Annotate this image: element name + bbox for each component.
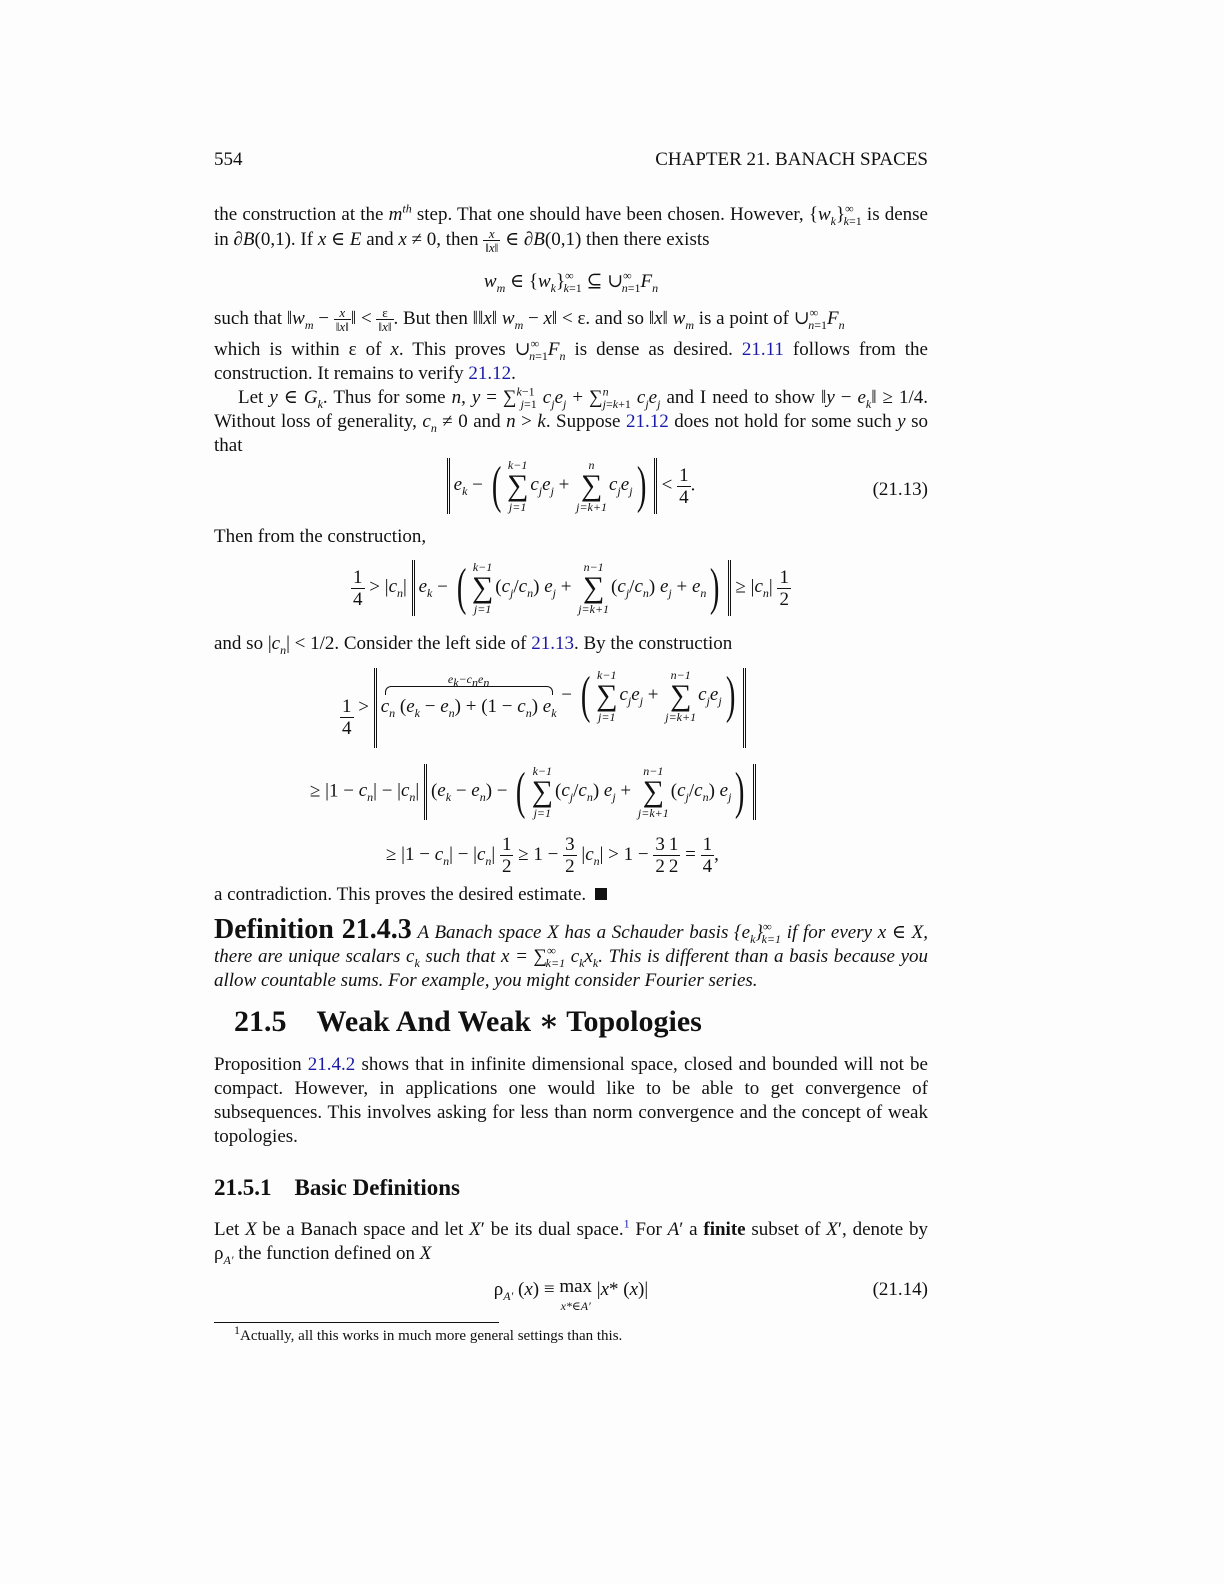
footnote — [234, 1323, 948, 1346]
section-title: Weak And Weak ∗ Topologies — [316, 1005, 702, 1038]
equation-number-21-14: (21.14) — [872, 1279, 928, 1300]
ref-21-12-b[interactable]: 21.12 — [625, 411, 669, 432]
ref-21-11[interactable]: 21.11 — [741, 339, 784, 360]
footnote-mark: 1 — [234, 1323, 240, 1337]
equation-ge-line-2: ≥ $|1 - c_n| - |c_n|$ $\frac{1}{2}$ ≥ 1 − $\frac{3}{2}$ $|c_n| > 1$ − $\frac{3}{2}$ $\frac{1}{2}$ = $\frac{1}{4}$ , — [386, 834, 719, 877]
footnote-rule — [214, 1322, 499, 1323]
section-number: 21.5 — [234, 1005, 287, 1038]
qed-icon — [595, 888, 607, 900]
paragraph-contradiction: a contradiction. This proves the desired estimate. — [214, 883, 928, 907]
paragraph-within-eps: which is within ε of x. This proves $\cup^\infty_{n=1}F_n$ is dense as desired. 21.11 follows from the construction. It remains to verify 21.12. — [214, 336, 928, 384]
section-heading — [234, 1005, 948, 1038]
ref-21-13[interactable]: 21.13 — [531, 633, 574, 654]
paragraph-such-that: such that $‖w_m$ − $\frac{x}{‖x‖}$ ‖ < $\frac{\varepsilon}{‖x‖}$ . But then ‖‖x‖ $w_m$ − x‖ < ε. and so ‖x‖ $w_m$ is a point of $\cup^\infty_{n=1}F_n$ — [214, 305, 845, 334]
paragraph-let-y: Let y ∈ $G_k$. Thus for some n, y = ∑$^{k-1}_{j=1}$ $c_je_j + \sum^n_{j=k+1}$ $c_je_j$ and I need to show ‖y − $e_k‖ \ge 1/4$. Without loss of generality, $c_n \ne 0$ and n > k. Suppose 21.12 does not hold for some such y so that — [214, 384, 929, 456]
paragraph-and-so: and so $|c_n| < 1/2$. Consider the left side of 21.13. By the construction — [214, 633, 733, 657]
subsection-title: Basic Definitions — [294, 1175, 460, 1200]
equation-cn-bound: $\frac{1}{4}$ > $|c_n|$ $e_k$ − ( k−1 ∑ j=1 $(c_j/c_n) e_j$ + n−1 ∑ j=k+1 $(c_j/c_n) e_j + e_n) \ge |c_n|$ $\frac{1}{2}$ — [353, 559, 789, 616]
running-header — [214, 148, 928, 172]
subsection-heading — [214, 1176, 928, 1200]
equation-21-13: $e_k$ − ( k−1 ∑ j=1 $c_je_j$ + n ∑ j=k+1 $c_je_j$) < $\frac{1}{4}$ . (21.13) — [214, 458, 928, 522]
subsection-number: 21.5.1 — [214, 1175, 272, 1200]
paragraph-let-x: Let X be a Banach space and let X′ be its dual space.$^1$ For A′ a finite subset of X′, denote by $\rho_{A'}$ the function defined on X — [214, 1216, 929, 1267]
equation-left-side: $\frac{1}{4}$ > $e_k-c_ne_n$ $c_n$ $(e_k - e_n) + (1 - c_n) e_k$ − ( k−1 ∑ j=1 $c_je_j$ + n−1 ∑ j=k+1 $c_je_j$) — [340, 668, 940, 752]
running-title: CHAPTER 21. BANACH SPACES — [655, 149, 928, 170]
footnote-ref-1[interactable]: 1 — [623, 1216, 630, 1231]
equation-number-21-13: (21.13) — [872, 479, 928, 500]
page — [214, 0, 928, 1584]
equation-21-14: $\rho_{A'}$ (x) ≡ max x*∈A′ |x* (x)| (21.14) — [493, 1276, 928, 1313]
ref-21-12[interactable]: 21.12 — [468, 363, 512, 384]
paragraph-proposition: Proposition 21.4.2 shows that in infinite dimensional space, closed and bounded will not be compact. However, in applications one would like to be able to get convergence of subsequences. This involves asking for less than norm convergence and the concept of weak topologies. — [214, 1054, 928, 1147]
page-number: 554 — [214, 149, 243, 170]
footnote-text: Actually, all this works in much more general settings than this. — [240, 1328, 623, 1344]
ref-21-4-2[interactable]: 21.4.2 — [307, 1054, 356, 1075]
paragraph-construction: the construction at the $m^{th}$ step. That one should have been chosen. However, $\{w_k\}^\infty_{k=1}$ is dense in ∂B(0,1). If x ∈ E and x ≠ 0, then $\frac{x}{‖x‖}$ ∈ ∂B(0,1) then there exists — [214, 201, 928, 255]
definition-label: Definition 21.4.3 — [214, 914, 412, 945]
definition-21-4-3: Definition 21.4.3 A Banach space X has a Schauder basis $\{e_k\}^\infty_{k=1}$ if for every x ∈ X, there are unique scalars $c_k$ such that $x = \sum^\infty_{k=1}$ $c_kx_k$. This is different than a basis because you allow countable sums. For example, you might consider Fourier series. — [214, 914, 929, 991]
equation-wm-in-union: $w_m$ ∈ $\{w_k\}^\infty_{k=1}$ ⊆ $\cup^\infty_{n=1}F_n$ — [483, 268, 659, 295]
equation-ge-line-1: ≥ $|1 - c_n| - |c_n|$ $(e_k - e_n)$ − ( k−1 ∑ j=1 $(c_j/c_n) e_j$ + n−1 ∑ j=k+1 $(c_j/c_n)$ $e_j$) — [310, 764, 930, 828]
paragraph-then-from: Then from the construction, — [214, 526, 427, 547]
